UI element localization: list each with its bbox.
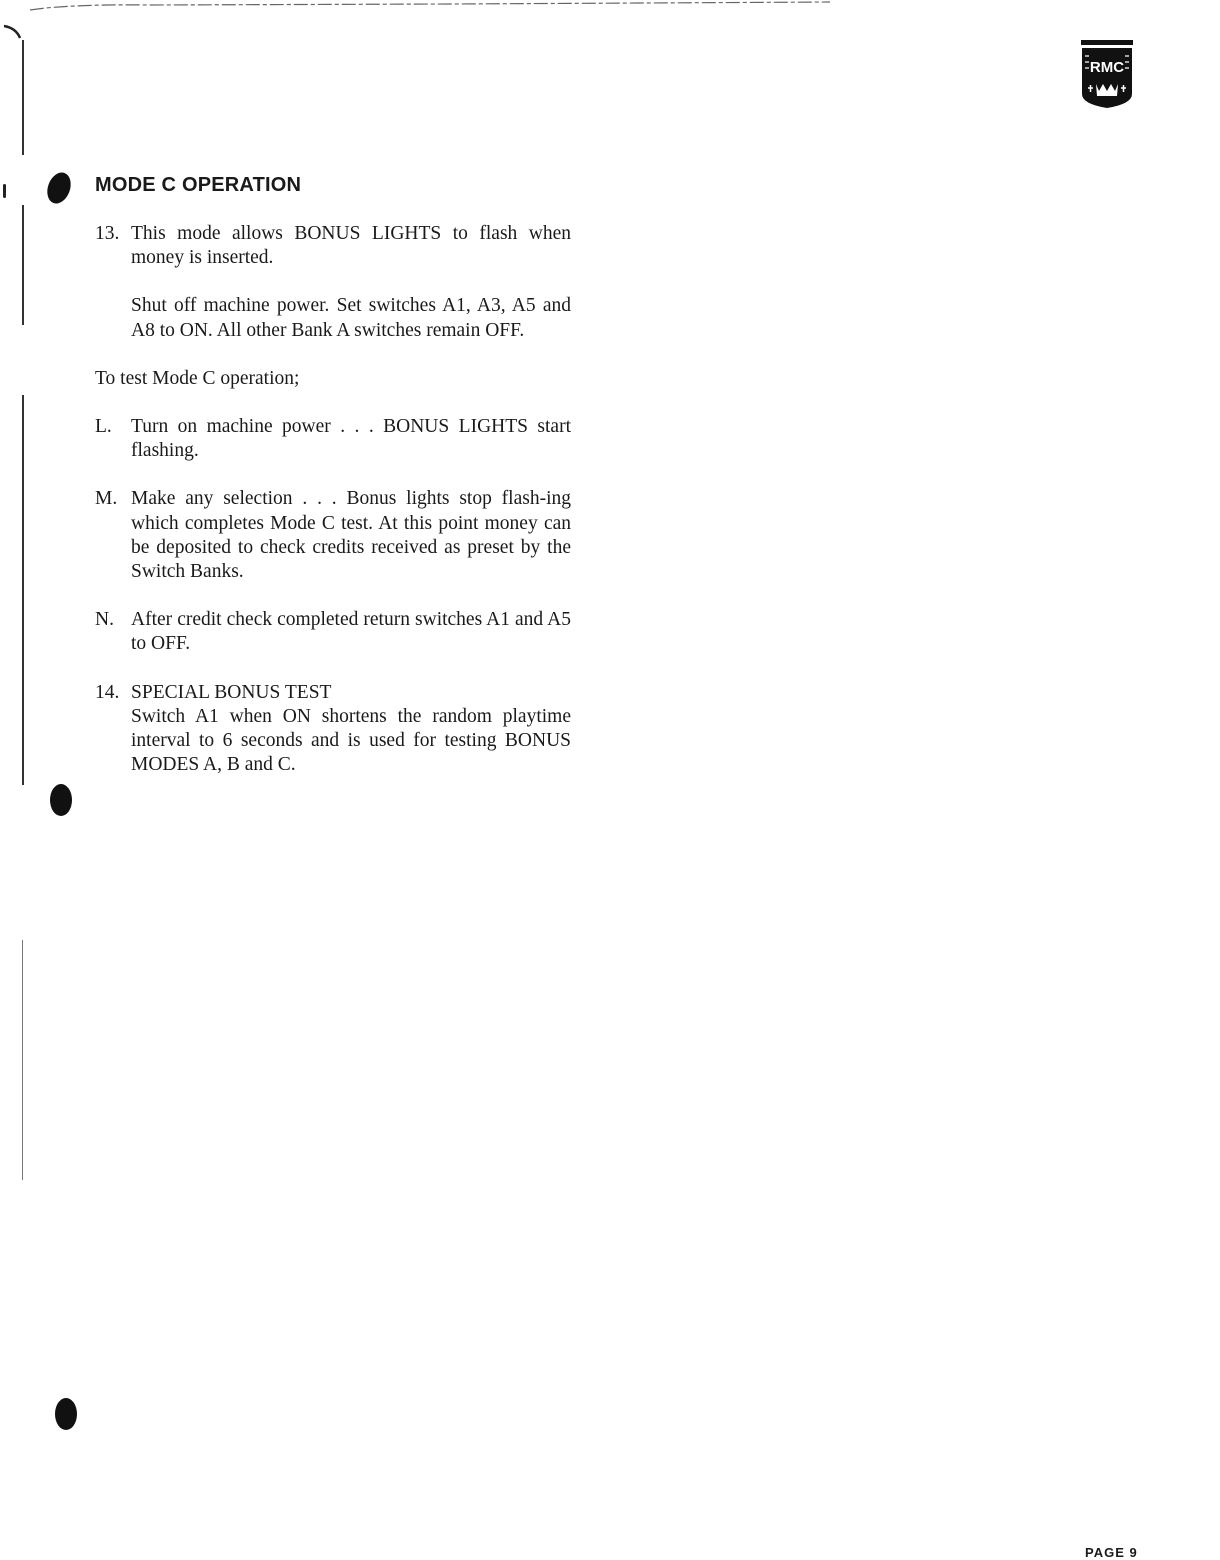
instruction-paragraph [95,294,571,342]
list-item-N [95,608,571,656]
item-number: 14. [95,681,120,703]
item-letter: L. [95,416,112,438]
item-title: SPECIAL BONUS TEST [131,681,332,703]
scan-mark [3,184,6,198]
list-item-L [95,415,571,463]
binder-line [22,205,24,325]
punch-hole [43,169,75,207]
item-text: This mode allows BONUS LIGHTS to flash when money is inserted. [131,223,571,269]
punch-hole [50,784,72,816]
binder-line [22,40,24,155]
binder-line [22,395,24,785]
test-intro: To test Mode C operation; [95,367,300,389]
item-text: Switch A1 when ON shortens the random playtime interval to 6 seconds and is used for testing BONUS MODES A, B and C. [131,705,571,776]
list-item-M [95,487,571,584]
corner-mark [0,20,30,50]
item-number: 13. [95,223,120,244]
rmc-logo [1080,38,1134,110]
binder-line [22,940,23,1180]
list-item-13 [95,222,571,270]
item-letter: M. [95,488,118,510]
item-text: After credit check completed return switches A1 and A5 to OFF. [131,609,571,655]
list-item-14 [95,681,571,778]
page-number: PAGE 9 [1085,1545,1138,1560]
content-body [95,222,571,777]
scan-edge-artifact [30,0,830,12]
item-text: Turn on machine power . . . BONUS LIGHTS start flashing. [131,416,571,462]
item-text: Make any selection . . . Bonus lights stop flash-ing which completes Mode C test. At this point money can be deposited to check credits received as preset by the Switch Banks. [131,488,571,583]
svg-text:RMC: RMC [1089,59,1125,76]
section-heading: MODE C OPERATION [95,174,302,196]
item-letter: N. [95,609,114,631]
punch-hole [55,1398,77,1430]
item-text: Shut off machine power. Set switches A1, A3, A5 and A8 to ON. All other Bank A switches remain OFF. [131,295,571,341]
